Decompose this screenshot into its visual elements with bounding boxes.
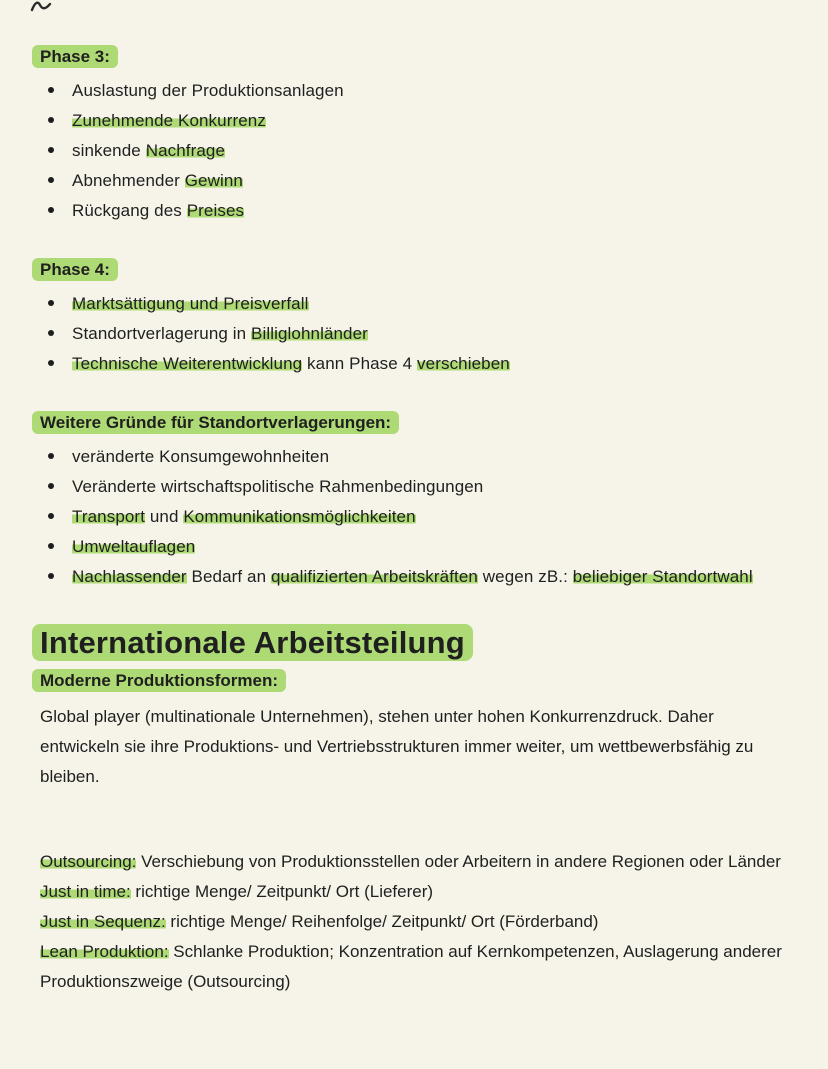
definition-line xyxy=(40,847,788,877)
bullet-item xyxy=(72,140,788,161)
plain-text: und xyxy=(145,507,184,526)
definition-term: Outsourcing: xyxy=(40,852,137,871)
bullet-item xyxy=(72,80,788,101)
bullet-sections xyxy=(40,46,788,587)
definition-line xyxy=(40,937,788,997)
highlighted-text: Preises xyxy=(186,201,245,220)
subheading-text: Moderne Produktionsformen: xyxy=(32,669,286,692)
intro-paragraph: Global player (multinationale Unternehmen), stehen unter hohen Konkurrenzdruck. Daher entwickeln sie ihre Produktions- und Vertriebsstrukturen immer weiter, um wettbewerbsfähig zu bleiben. xyxy=(40,707,754,786)
bullet-item xyxy=(72,293,788,314)
page-title xyxy=(40,625,788,661)
highlighted-text: beliebiger Standortwahl xyxy=(572,567,753,586)
bullet-item xyxy=(72,506,788,527)
bullet-list xyxy=(40,80,788,221)
highlighted-text: Transport xyxy=(72,507,146,526)
highlighted-text: Nachlassender xyxy=(72,567,187,586)
section-heading-text: Weitere Gründe für Standortverlagerungen: xyxy=(32,411,399,434)
definition-text: Verschiebung von Produktionsstellen oder Arbeitern in andere Regionen oder Länder xyxy=(136,852,781,871)
bullet-item xyxy=(72,170,788,191)
bullet-item xyxy=(72,110,788,131)
stray-pen-mark-icon xyxy=(30,0,52,14)
highlighted-text: Zunehmende Konkurrenz xyxy=(72,111,266,130)
definitions xyxy=(40,847,788,997)
definition-term: Just in time: xyxy=(40,882,131,901)
section-heading-text: Phase 4: xyxy=(32,258,118,281)
definition-text: richtige Menge/ Zeitpunkt/ Ort (Lieferer) xyxy=(130,882,434,901)
highlighted-text: Technische Weiterentwicklung xyxy=(72,354,303,373)
plain-text: veränderte Konsumgewohnheiten xyxy=(72,447,330,466)
highlighted-text: Umweltauflagen xyxy=(72,537,196,556)
section-heading xyxy=(40,412,788,434)
highlighted-text: Marktsättigung und Preisverfall xyxy=(72,294,309,313)
definition-text: richtige Menge/ Reihenfolge/ Zeitpunkt/ Ort (Förderband) xyxy=(165,912,599,931)
highlighted-text: qualifizierten Arbeitskräften xyxy=(270,567,478,586)
highlighted-text: verschieben xyxy=(417,354,510,373)
highlighted-text: Gewinn xyxy=(184,171,243,190)
bullet-item xyxy=(72,566,788,587)
highlighted-text: Nachfrage xyxy=(145,141,226,160)
bullet-item xyxy=(72,353,788,374)
bullet-item xyxy=(72,323,788,344)
section-weitere-gruende xyxy=(40,412,788,587)
plain-text: Bedarf an xyxy=(186,567,271,586)
plain-text: kann Phase 4 xyxy=(302,354,418,373)
bullet-list xyxy=(40,293,788,374)
section-heading xyxy=(40,46,788,68)
definition-term: Lean Produktion: xyxy=(40,942,169,961)
subheading xyxy=(40,670,788,692)
page-title-text: Internationale Arbeitsteilung xyxy=(32,624,473,661)
definition-line xyxy=(40,907,788,937)
section-phase-3 xyxy=(40,46,788,221)
section-heading-text: Phase 3: xyxy=(32,45,118,68)
bullet-item xyxy=(72,446,788,467)
plain-text: Auslastung der Produktionsanlagen xyxy=(72,81,344,100)
plain-text: wegen zB.: xyxy=(477,567,573,586)
plain-text: sinkende xyxy=(72,141,146,160)
bullet-item xyxy=(72,536,788,557)
highlighted-text: Kommunikationsmöglichkeiten xyxy=(183,507,416,526)
plain-text: Standortverlagerung in xyxy=(72,324,252,343)
definition-term: Just in Sequenz: xyxy=(40,912,166,931)
plain-text: Veränderte wirtschaftspolitische Rahmenbedingungen xyxy=(72,477,484,496)
definition-text: Schlanke Produktion; Konzentration auf Kernkompetenzen, Auslagerung anderer Produktionszweige (Outsourcing) xyxy=(40,942,782,991)
plain-text: Abnehmender xyxy=(72,171,185,190)
definition-line xyxy=(40,877,788,907)
bullet-item xyxy=(72,200,788,221)
section-phase-4 xyxy=(40,259,788,374)
bullet-list xyxy=(40,446,788,587)
bullet-item xyxy=(72,476,788,497)
section-heading xyxy=(40,259,788,281)
highlighted-text: Billiglohnländer xyxy=(251,324,368,343)
plain-text: Rückgang des xyxy=(72,201,187,220)
